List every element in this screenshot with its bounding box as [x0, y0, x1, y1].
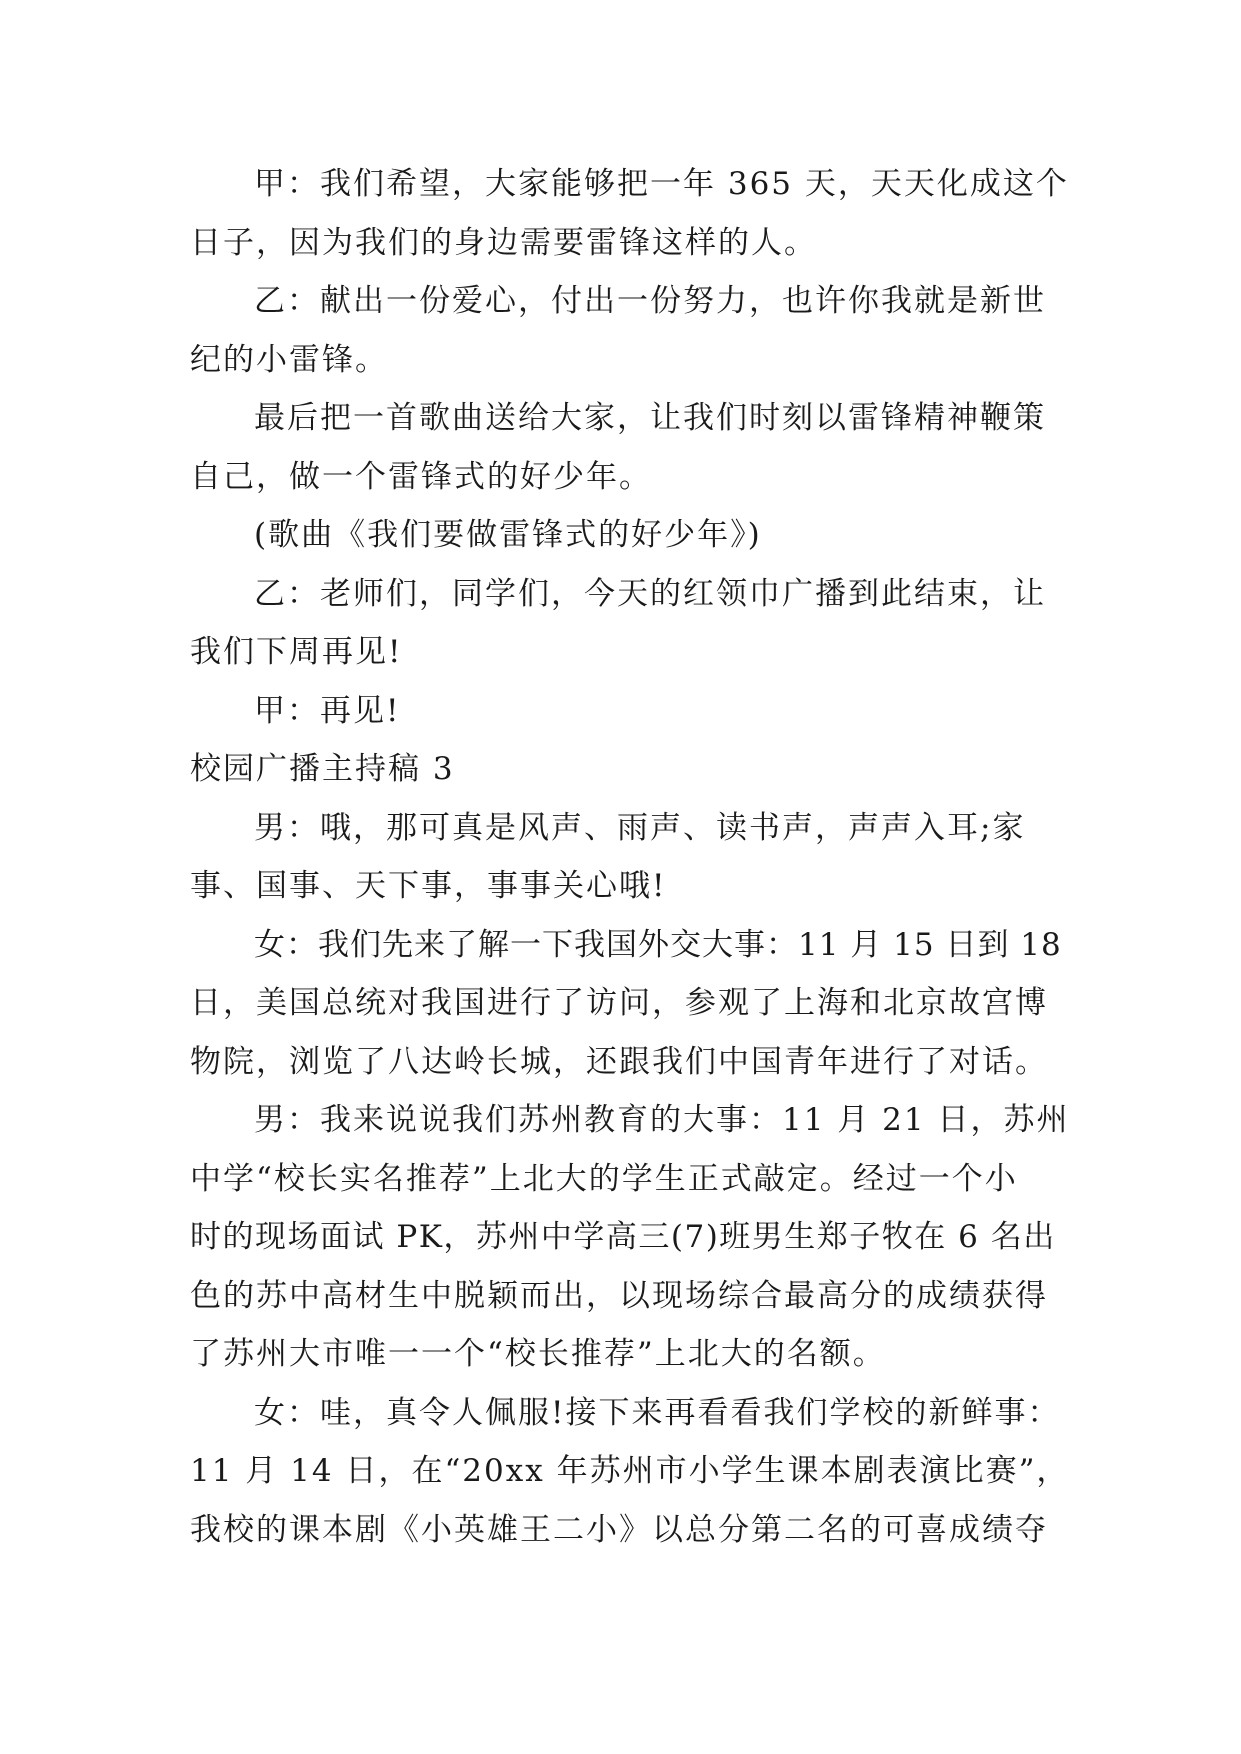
text-line: 甲：我们希望，大家能够把一年 365 天，天天化成这个 [254, 166, 1069, 202]
text-line: 男：我来说说我们苏州教育的大事：11 月 21 日，苏州 [254, 1102, 1070, 1138]
text-line: 日，美国总统对我国进行了访问，参观了上海和北京故宫博 [190, 985, 1048, 1021]
text-line: (歌曲《我们要做雷锋式的好少年》) [254, 517, 762, 553]
text-line: 色的苏中高材生中脱颖而出，以现场综合最高分的成绩获得 [190, 1277, 1048, 1314]
text-line: 了苏州大市唯一一个“校长推荐”上北大的名额。 [190, 1336, 886, 1372]
text-line: 男：哦，那可真是风声、雨声、读书声，声声入耳;家 [254, 809, 1026, 846]
section-heading: 校园广播主持稿 3 [190, 751, 455, 787]
text-line: 女：我们先来了解一下我国外交大事：11 月 15 日到 18 [254, 926, 1062, 963]
text-line: 中学“校长实名推荐”上北大的学生正式敲定。经过一个小 [190, 1160, 1018, 1197]
text-line: 物院，浏览了八达岭长城，还跟我们中国青年进行了对话。 [190, 1043, 1048, 1080]
text-line: 纪的小雷锋。 [190, 341, 388, 378]
text-line: 日子，因为我们的身边需要雷锋这样的人。 [190, 224, 817, 261]
text-line: 我们下周再见! [190, 634, 403, 670]
text-line: 11 月 14 日，在“20xx 年苏州市小学生课本剧表演比赛”， [190, 1453, 1070, 1489]
text-line: 乙：献出一份爱心，付出一份努力，也许你我就是新世 [254, 283, 1046, 319]
text-line: 乙：老师们，同学们，今天的红领巾广播到此结束，让 [254, 575, 1046, 612]
text-line: 事、国事、天下事，事事关心哦! [190, 868, 667, 904]
document-body [190, 155, 1070, 1559]
text-line: 甲：再见! [254, 692, 401, 729]
text-line: 最后把一首歌曲送给大家，让我们时刻以雷锋精神鞭策 [254, 400, 1046, 436]
text-line: 时的现场面试 PK，苏州中学高三(7)班男生郑子牧在 6 名出 [190, 1219, 1056, 1255]
text-line: 女：哇，真令人佩服!接下来再看看我们学校的新鲜事： [254, 1394, 1061, 1431]
text-line: 我校的课本剧《小英雄王二小》以总分第二名的可喜成绩夺 [190, 1511, 1048, 1548]
text-line: 自己，做一个雷锋式的好少年。 [190, 458, 652, 495]
